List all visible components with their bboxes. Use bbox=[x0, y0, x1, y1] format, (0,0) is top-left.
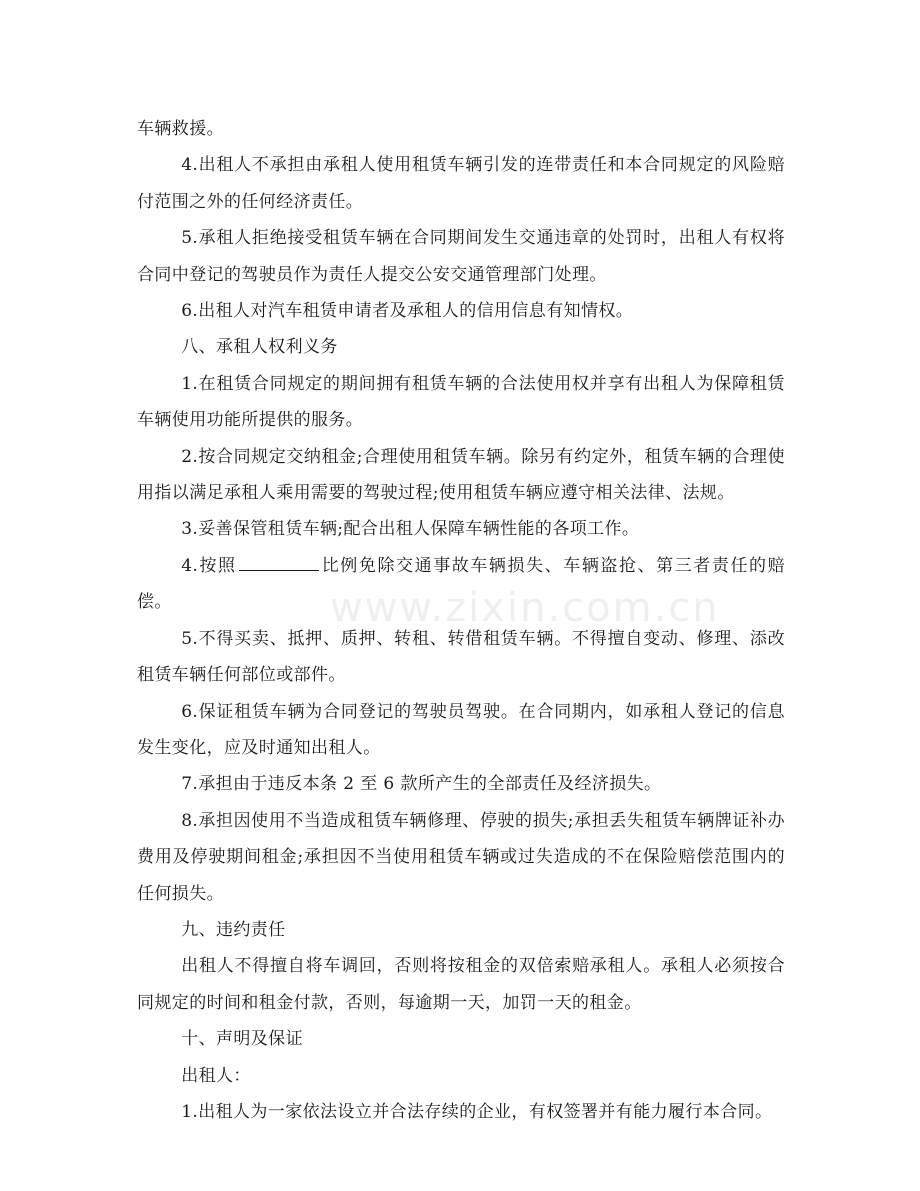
clause-item-6-lessee: 6.保证租赁车辆为合同登记的驾驶员驾驶。在合同期内，如承租人登记的信息发生变化，应及时通知出租人。 bbox=[137, 701, 785, 758]
clause-item-4-lessor: 4.出租人不承担由承租人使用租赁车辆引发的连带责任和本合同规定的风险赔付范围之外的任何经济责任。 bbox=[137, 155, 785, 212]
clause-item-7-lessee: 7.承担由于违反本条 2 至 6 款所产生的全部责任及经济损失。 bbox=[181, 774, 662, 795]
clause-item-2-lessee: 2.按合同规定交纳租金;合理使用租赁车辆。除另有约定外，租赁车辆的合理使用指以满足承租人乘用需要的驾驶过程;使用租赁车辆应遵守相关法律、法规。 bbox=[137, 446, 785, 504]
paragraph-continuation: 车辆救援。 bbox=[137, 119, 224, 139]
clause-item-5-lessor: 5.承租人拒绝接受租赁车辆在合同期间发生交通违章的处罚时，出租人有权将合同中登记的驾驶员作为责任人提交公安交通管理部门处理。 bbox=[137, 228, 785, 285]
watermark-logo: www.zixin.com.cn bbox=[330, 585, 720, 631]
fill-in-blank bbox=[239, 552, 319, 571]
breach-clause: 出租人不得擅自将车调回，否则将按租金的双倍索赔承租人。承租人必须按合同规定的时间和租金付款，否则，每逾期一天，加罚一天的租金。 bbox=[137, 956, 785, 1013]
clause-item-5-lessee: 5.不得买卖、抵押、质押、转租、转借租赁车辆。不得擅自变动、修理、添改租赁车辆任何部位或部件。 bbox=[137, 628, 785, 686]
section-heading-10: 十、声明及保证 bbox=[181, 1029, 303, 1050]
clause-text-after-blank: 比例免除交通事故车辆损失、车辆盗抢、第三者责任的赔偿。 bbox=[137, 555, 785, 613]
document-page bbox=[137, 111, 785, 1130]
section-heading-8: 八、承租人权利义务 bbox=[181, 337, 338, 358]
lessor-label: 出租人： bbox=[181, 1065, 251, 1086]
clause-item-1-declaration: 1.出租人为一家依法设立并合法存续的企业，有权签署并有能力履行本合同。 bbox=[181, 1101, 773, 1122]
clause-item-3-lessee: 3.妥善保管租赁车辆;配合出租人保障车辆性能的各项工作。 bbox=[181, 519, 640, 540]
clause-item-6-lessor: 6.出租人对汽车租赁申请者及承租人的信用信息有知情权。 bbox=[181, 301, 634, 322]
clause-item-1-lessee: 1.在租赁合同规定的期间拥有租赁车辆的合法使用权并享有出租人为保障租赁车辆使用功能所提供的服务。 bbox=[137, 373, 785, 431]
clause-item-4-lessee bbox=[137, 548, 785, 621]
clause-text-before-blank: 4.按照 bbox=[181, 555, 237, 576]
section-heading-9: 九、违约责任 bbox=[181, 919, 286, 940]
clause-item-8-lessee: 8.承担因使用不当造成租赁车辆修理、停驶的损失;承担丢失租赁车辆牌证补办费用及停驶期间租金;承担因不当使用租赁车辆或过失造成的不在保险赔偿范围内的任何损失。 bbox=[137, 810, 785, 904]
